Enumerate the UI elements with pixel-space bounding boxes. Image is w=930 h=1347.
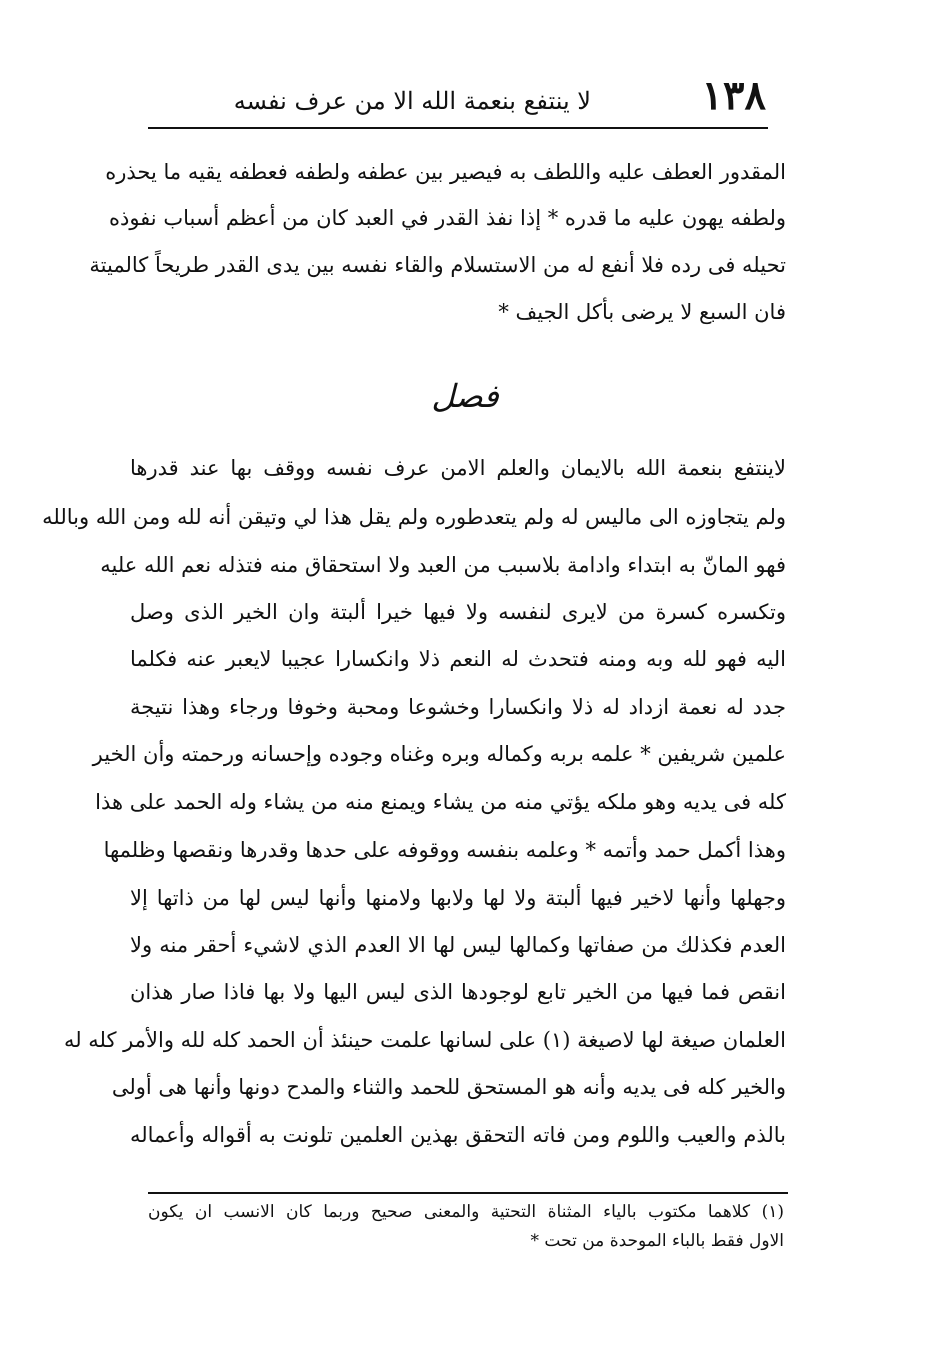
text-line: وجهلها وأنها لاخير فيها ألبتة ولا لها ولابها ولامنها وأنها ليس لها من ذاتها إلا bbox=[130, 886, 786, 910]
text-line: جدد له نعمة ازداد له ذلا وانكسارا وخشوعا ومحبة وخوفا ورجاء وهذا نتيجة bbox=[130, 695, 786, 719]
header-rule bbox=[148, 127, 768, 129]
text-line: بالذم والعيب واللوم ومن فاته التحقق بهذين العلمين تلونت به أقواله وأعماله bbox=[130, 1123, 786, 1147]
text-line: العلمان صيغة لها لاصيغة (١) على لسانها علمت حينئذ أن الحمد كله لله والأمر كله له bbox=[63, 1028, 786, 1052]
text-line: اليه فهو لله وبه ومنه فتحدث له النعم ذلا وانكسارا عجيبا لايعبر عنه فكلما bbox=[130, 647, 786, 671]
text-line: فان السبع لا يرضى بأكل الجيف * bbox=[498, 300, 786, 324]
text-line: تحيله فى رده فلا أنفع له من الاستسلام والقاء نفسه بين يدى القدر طريحاً كالميتة bbox=[89, 253, 786, 277]
text-line: ولطفه يهون عليه ما قدره * إذا نفذ القدر في العبد كان من أعظم أسباب نفوذه bbox=[108, 206, 786, 230]
text-line: والخير كله فى يديه وأنه هو المستحق للحمد والثناء والمدح دونها وأنها هى أولى bbox=[111, 1075, 786, 1099]
text-line: وتكسره كسرة من لايرى لنفسه ولا فيها خيرا ألبتة وان الخير الذى وصل bbox=[130, 600, 786, 624]
text-line: العدم فكذلك من صفاتها وكمالها ليس لها الا العدم الذي لاشيء أحقر منه ولا bbox=[130, 933, 786, 957]
text-line: فهو المانّ به ابتداء وادامة بلاسبب من العبد ولا استحقاق منه فتذله نعم الله عليه bbox=[100, 553, 786, 577]
footnote-line: الاول فقط بالباء الموحدة من تحت * bbox=[530, 1231, 784, 1251]
text-line: علمين شريفين * علمه بربه وكماله وبره وغناه وجوده وإحسانه ورحمته وأن الخير bbox=[92, 742, 786, 766]
text-line: انقص فما فيها من الخير تابع لوجودها الذى ليس اليها ولا بها فاذا صار هذان bbox=[130, 980, 786, 1004]
section-heading: فصل bbox=[431, 377, 499, 415]
text-line: ولم يتجاوزه الى ماليس له ولم يتعدطوره ولم يقل هذا لي وتيقن أنه لله ومن الله وبالله bbox=[42, 505, 786, 529]
text-line: لاينتفع بنعمة الله بالايمان والعلم الامن عرف نفسه ووقف بها عند قدرها bbox=[130, 456, 786, 480]
footnote-rule bbox=[148, 1192, 788, 1194]
text-line: المقدور العطف عليه واللطف به فيصير بين عطفه ولطفه فعطفه يقيه ما يحذره bbox=[105, 160, 786, 184]
text-line: كله فى يديه وهو ملكه يؤتي منه من يشاء ويمنع منه من يشاء وله الحمد على هذا bbox=[95, 790, 786, 814]
footnote-line: (١) كلاهما مكتوب بالياء المثناة التحتية والمعنى صحيح وربما كان الانسب ان يكون bbox=[148, 1202, 784, 1222]
text-line: وهذا أكمل حمد وأتمه * وعلمه بنفسه ووقوفه على حدها وقدرها ونقصها وظلمها bbox=[103, 838, 786, 862]
running-title: لا ينتفع بنعمة الله الا من عرف نفسه bbox=[233, 87, 591, 115]
page-number: ١٣٨ bbox=[701, 72, 766, 119]
page-header bbox=[148, 72, 766, 128]
